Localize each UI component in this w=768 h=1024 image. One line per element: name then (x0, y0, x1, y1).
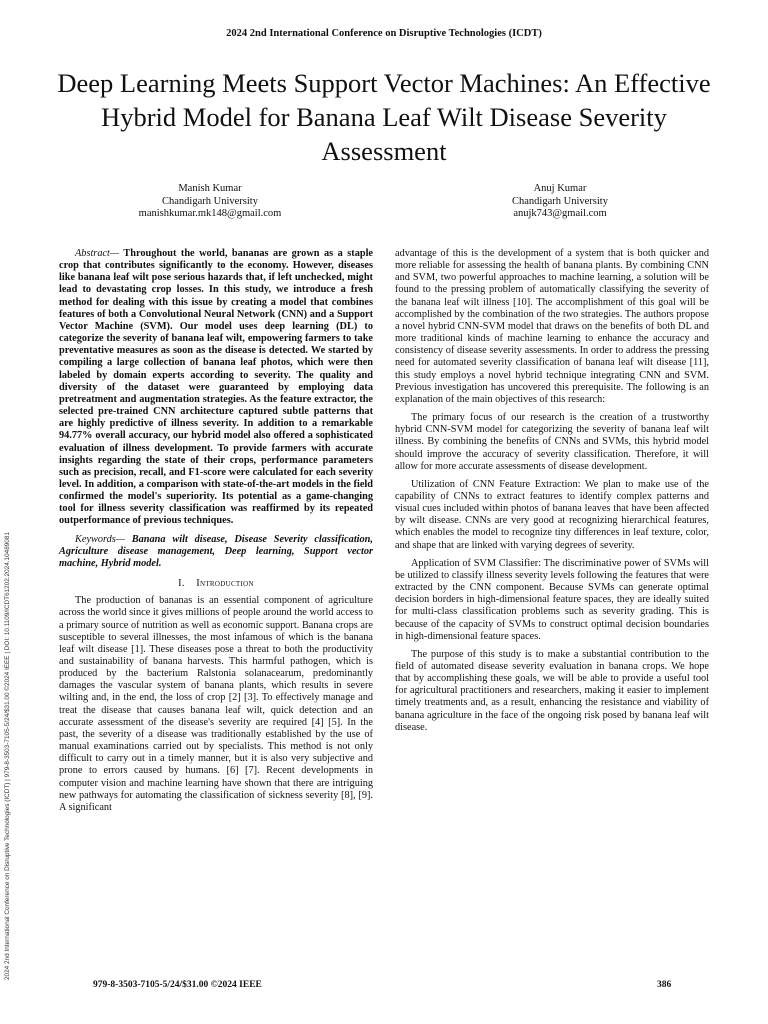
abstract-label: Abstract— (75, 248, 120, 259)
body-paragraph: Utilization of CNN Feature Extraction: We plan to make use of the capability of CNNs to extract features to identify complex patterns and visual cues included within photos of banana leaves that have been affected by wilt disease. CNNs are very good at recognizing hierarchical features, which enables the model to recognize tiny differences in leaf texture, color, and shape that are linked with varying degrees of severity. (395, 478, 709, 551)
section-number: I. (178, 578, 185, 590)
author-block-2 (440, 183, 680, 221)
author-name: Manish Kumar (178, 183, 242, 194)
left-column (59, 248, 373, 820)
section-title: Introduction (196, 578, 254, 590)
abstract (59, 248, 373, 528)
conference-header: 2024 2nd International Conference on Disruptive Technologies (ICDT) (226, 28, 542, 39)
author-name: Anuj Kumar (533, 183, 587, 194)
section-heading (59, 578, 373, 590)
footer-isbn: 979-8-3503-7105-5/24/$31.00 ©2024 IEEE (93, 980, 262, 990)
author-email: anujk743@gmail.com (513, 208, 607, 219)
keywords-text: Banana wilt disease, Disease Severity classification, Agriculture disease management, Deep learning, Support vector machine, Hybrid model. (59, 533, 373, 569)
page-number: 386 (657, 980, 672, 990)
doi-sidebar-text: 2024 2nd International Conference on Disruptive Technologies (ICDT) | 979-8-3503-7105-5/24/$31.00 ©2024 IEEE | DOI: 10.1109/ICDT61202.2024.10489081 (4, 532, 11, 980)
author-affiliation: Chandigarh University (512, 195, 608, 207)
author-block-1 (90, 183, 330, 221)
body-paragraph: Application of SVM Classifier: The discriminative power of SVMs will be utilized to classify illness severity levels following the features that were extracted by the CNN component. Because SVMs can generate optimal decision borders in high-dimensional feature spaces, they are ideally suited for multi-class classification problems such as severity grading. This is because of the capacity of SVMs to construct optimal decision boundaries in high-dimensional feature spaces. (395, 557, 709, 642)
keywords (59, 534, 373, 570)
doi-sidebar (0, 0, 20, 1024)
keywords-label: Keywords— (75, 533, 125, 545)
author-email: manishkumar.mk148@gmail.com (138, 208, 282, 219)
right-column (395, 248, 709, 740)
body-paragraph: The purpose of this study is to make a substantial contribution to the field of automated disease severity evaluation in banana crops. We hope that by accomplishing these goals, we will be able to provide a useful tool for agricultural practitioners and researchers, making it easier to implement timely treatments and, as a result, enhancing the resistance and viability of banana agriculture in the face of the ongoing risk posed by banana leaf wilt disease. (395, 648, 709, 733)
abstract-text: Throughout the world, bananas are grown as a staple crop that contributes significantly to the economy. However, diseases like banana leaf wilt pose serious hazards that, if left unchecked, might lead to devastating crop losses. In this study, we introduce a fresh method for dealing with this issue by creating a model that combines features of both a Convolutional Neural Network (CNN) and a Support Vector Machine (SVM). Our model uses deep learning (DL) to categorize the severity of banana leaf wilt, empowering farmers to take preventative measures as soon as the disease is detected. We started by compiling a large collection of banana leaf photos, which were then labeled by domain experts according to severity. The quality and diversity of the dataset were guaranteed by employing data pretreatment and augmentation strategies. As the feature extractor, the selected pre-trained CNN architecture captured subtle patterns that are highly predictive of illness severity. In addition to a remarkable 94.77% overall accuracy, our hybrid model also offered a sophisticated evaluation of illness development. To provide farmers with accurate insights regarding the state of their crops, performance parameters such as precision, recall, and F1-score were calculated for each severity level. In addition, a comparison with state-of-the-art models in the field confirmed the model's superiority. Its potential as a game-changing tool for illness severity classification was reaffirmed by its repeated outperformance of previous techniques. (59, 248, 373, 527)
body-paragraph: The production of bananas is an essential component of agriculture across the world since it gives millions of people around the world access to a primary source of nutrition as well as economic support. Banana crops are susceptible to several illnesses, the most infamous of which is the banana leaf wilt disease [1]. These diseases pose a threat to both the productivity and sustainability of banana harvests. This harmful pathogen, which is produced by the bacterium Ralstonia solanacearum, predominantly damages the vascular system of banana plants, which results in severe wilting and, in the end, the loss of crop [2] [3]. To effectively manage and treat the disease that causes banana leaf wilt, quick detection and an accurate assessment of the disease's severity are required [4] [5]. In the past, the severity of a disease was traditionally established by the use of manual examinations carried out by specialists. This method is not only difficult to carry out in a timely manner, but it is also very subjective and prone to errors caused by humans. [6] [7]. Recent developments in computer vision and machine learning have shown that there are intriguing new pathways for automating the classification of sickness severity [8], [9]. A significant (59, 595, 373, 813)
body-paragraph: The primary focus of our research is the creation of a trustworthy hybrid CNN-SVM model for categorizing the severity of banana leaf wilt illness. By combining the benefits of CNNs and SVMs, this hybrid model should improve the accuracy of severity classification. Therefore, it will allow for more accurate assessments of disease development. (395, 412, 709, 472)
body-paragraph: advantage of this is the development of a system that is both quicker and more reliable for assessing the health of banana plants. By combining CNN and SVM, two powerful approaches to machine learning, a solution will be found to the pressing problem of automatically classifying the severity of the banana leaf wilt illness [10]. The accomplishment of this goal will be accomplished by the combination of the two strategies. The authors propose a novel hybrid CNN-SVM model that draws on the benefits of both DL and more traditional kinds of machine learning to enhance the accuracy and consistency of disease severity assessments. In order to address the pressing need for automated severity classification of banana leaf wilt disease [11], this study employs a novel hybrid technique integrating CNN and SVM. Previous investigation has uncovered this prerequisite. The following is an explanation of the main objectives of this research: (395, 248, 709, 405)
author-affiliation: Chandigarh University (162, 195, 258, 207)
paper-title: Deep Learning Meets Support Vector Machines: An Effective Hybrid Model for Banana Leaf Wilt Disease Severity Assessment (57, 68, 711, 166)
